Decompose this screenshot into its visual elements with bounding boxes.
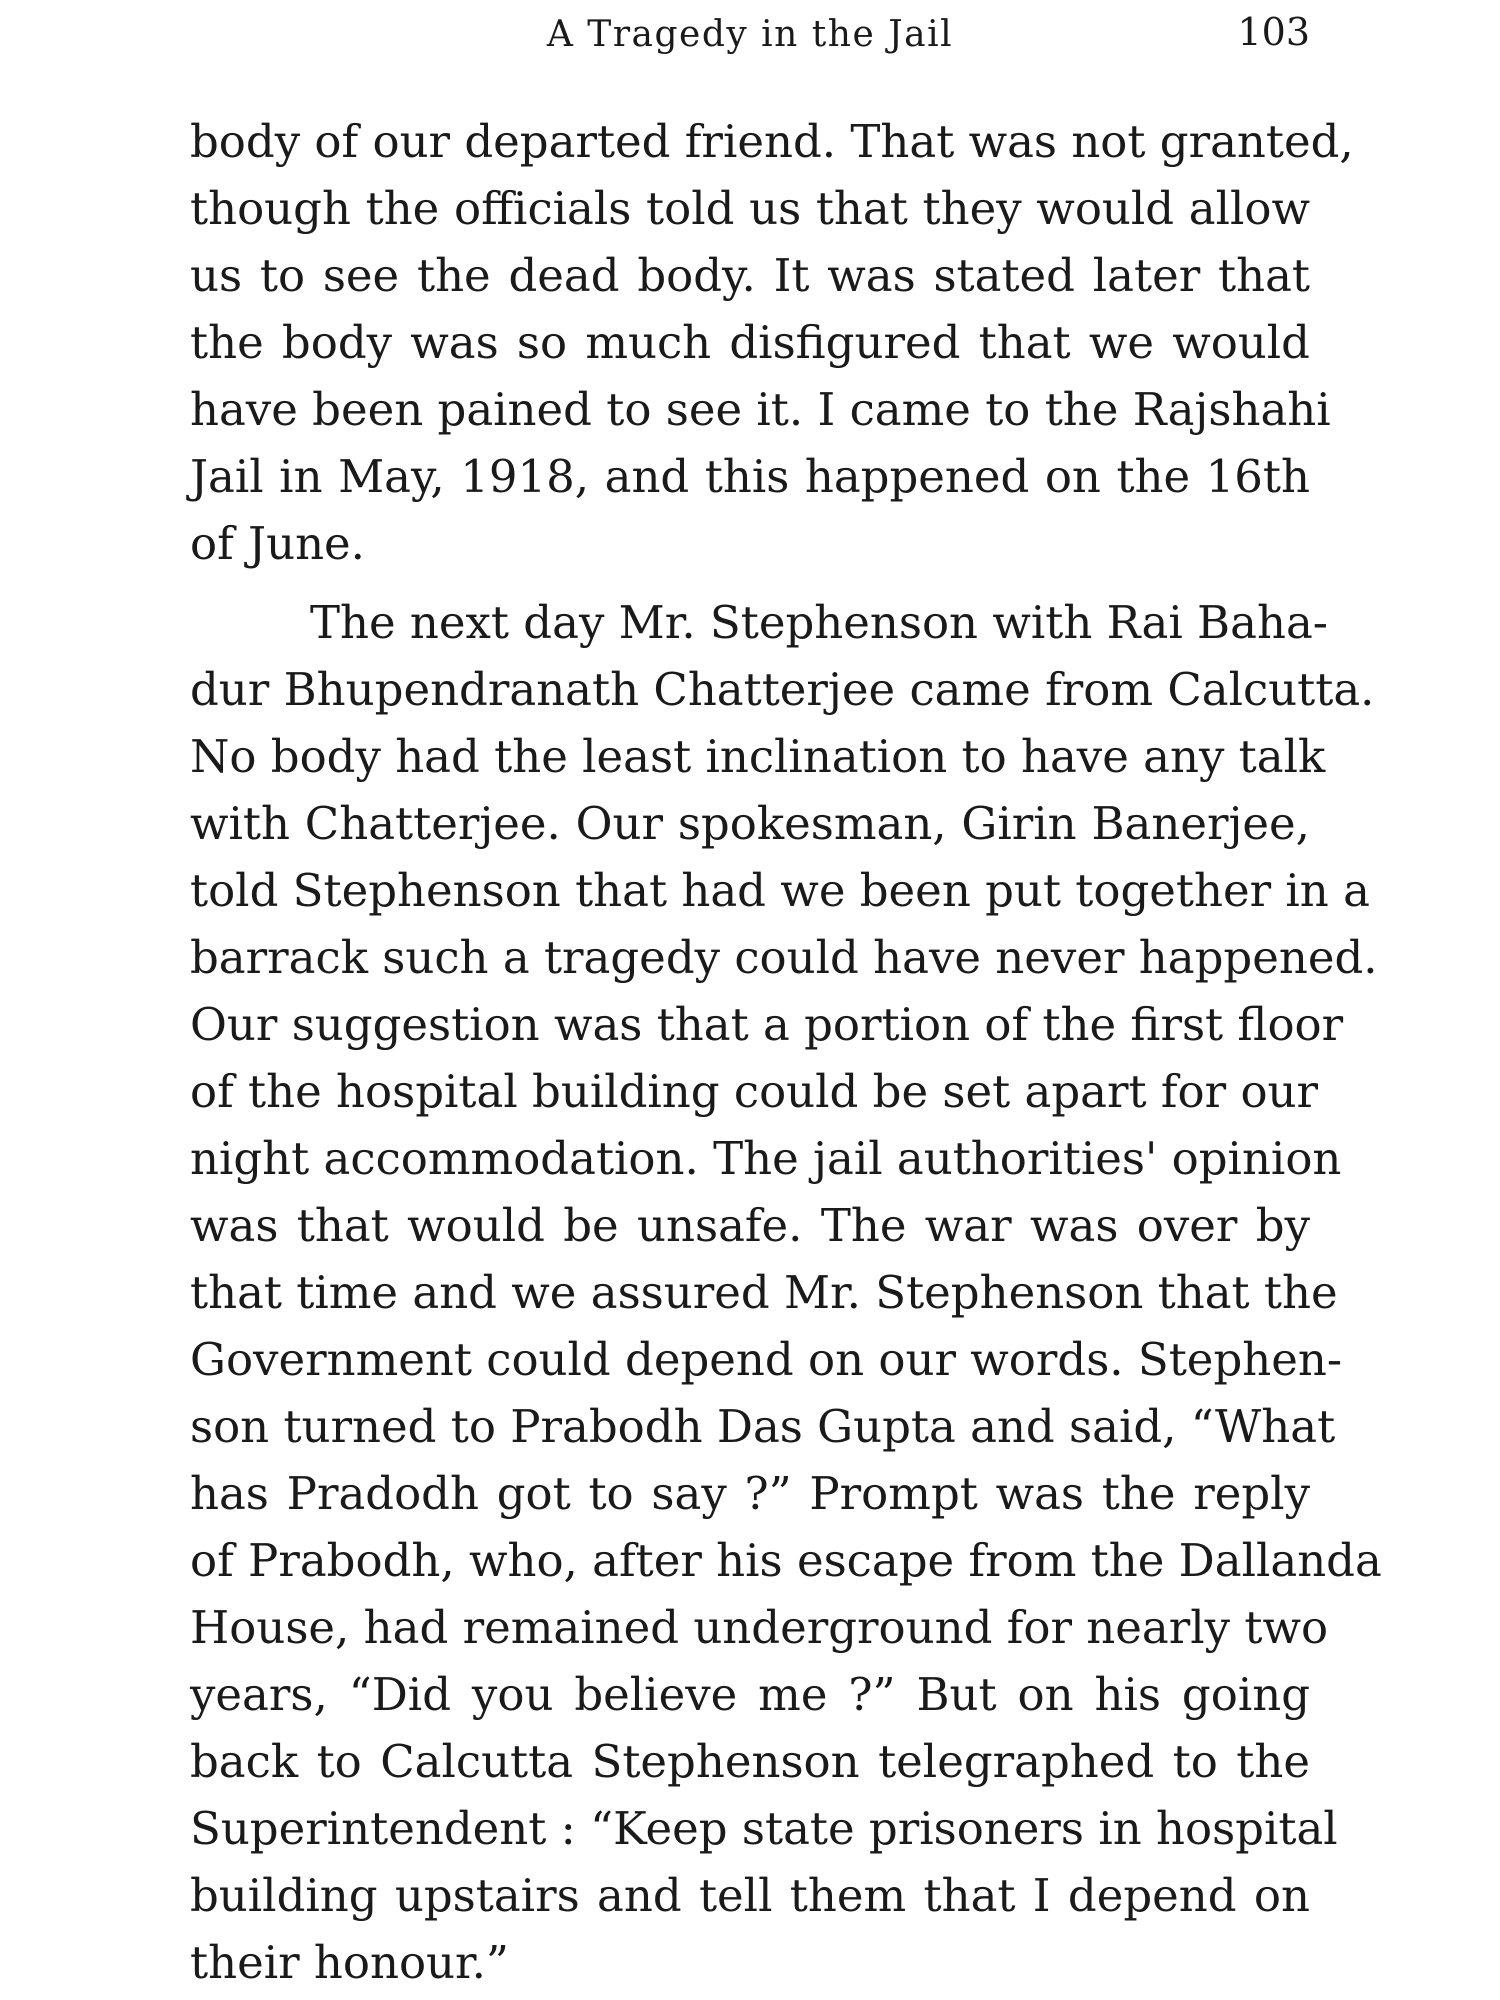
text-line: with Chatterjee. Our spokesman, Girin Banerjee, bbox=[190, 797, 1310, 850]
text-line: their honour.” bbox=[190, 1936, 509, 1989]
page-number: 103 bbox=[1237, 10, 1310, 54]
text-line: that time and we assured Mr. Stephenson that the bbox=[190, 1266, 1338, 1319]
body-text bbox=[190, 108, 1382, 1996]
text-line: son turned to Prabodh Das Gupta and said, “What bbox=[190, 1400, 1336, 1453]
running-title: A Tragedy in the Jail bbox=[546, 14, 954, 55]
text-line: of Prabodh, who, after his escape from the Dallanda bbox=[190, 1534, 1382, 1587]
text-line: was that would be unsafe. The war was over by bbox=[190, 1199, 1310, 1252]
text-line: have been pained to see it. I came to the Rajshahi bbox=[190, 383, 1331, 436]
text-line: the body was so much disfigured that we would bbox=[190, 316, 1310, 369]
text-line: told Stephenson that had we been put together in a bbox=[190, 864, 1370, 917]
text-line: The next day Mr. Stephenson with Rai Baha- bbox=[310, 596, 1328, 649]
text-line: barrack such a tragedy could have never happened. bbox=[190, 931, 1378, 984]
text-line: has Pradodh got to say ?” Prompt was the reply bbox=[190, 1467, 1310, 1520]
text-line: body of our departed friend. That was not granted, bbox=[190, 115, 1354, 168]
text-line: years, “Did you believe me ?” But on his going bbox=[190, 1668, 1310, 1721]
paragraph-gap bbox=[190, 577, 1310, 589]
text-line: House, had remained underground for nearly two bbox=[190, 1601, 1329, 1654]
text-line: of June. bbox=[190, 517, 365, 570]
text-line: Superintendent : “Keep state prisoners in hospital bbox=[190, 1802, 1338, 1855]
text-line: No body had the least inclination to have any talk bbox=[190, 730, 1326, 783]
text-line: though the officials told us that they would allow bbox=[190, 182, 1310, 235]
text-line: us to see the dead body. It was stated later that bbox=[190, 249, 1310, 302]
text-line: of the hospital building could be set apart for our bbox=[190, 1065, 1319, 1118]
text-line: back to Calcutta Stephenson telegraphed to the bbox=[190, 1735, 1310, 1788]
text-line: Jail in May, 1918, and this happened on the 16th bbox=[190, 450, 1310, 503]
text-line: night accommodation. The jail authorities' opinion bbox=[190, 1132, 1342, 1185]
text-line: dur Bhupendranath Chatterjee came from Calcutta. bbox=[190, 663, 1375, 716]
paragraph-1 bbox=[190, 108, 1354, 577]
running-head bbox=[190, 10, 1310, 70]
text-line: Our suggestion was that a portion of the first floor bbox=[190, 998, 1344, 1051]
paragraph-2 bbox=[190, 589, 1382, 1996]
text-line: Government could depend on our words. Stephen- bbox=[190, 1333, 1343, 1386]
text-line: building upstairs and tell them that I depend on bbox=[190, 1869, 1310, 1922]
